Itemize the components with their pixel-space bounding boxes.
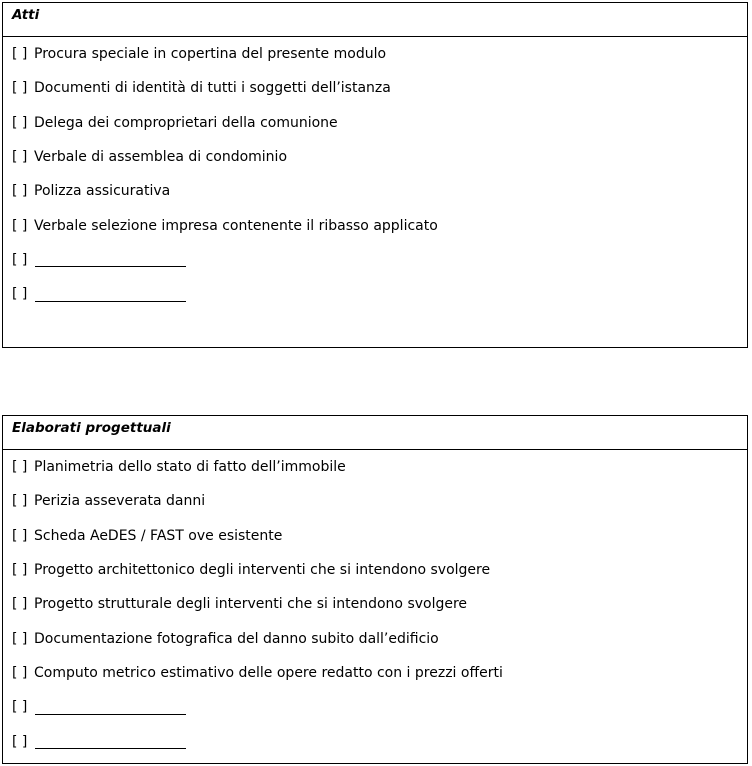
checklist-item [3,174,747,208]
checklist-item-label: Verbale selezione impresa contenente il ribasso applicato [34,217,438,234]
checkbox[interactable]: [ ] [12,217,28,234]
elaborati-section-title: Elaborati progettuali [3,416,747,450]
checkbox[interactable]: [ ] [12,459,28,476]
checklist-item [3,587,747,621]
checklist-item-label: Documenti di identità di tutti i soggetti dell’istanza [34,80,391,97]
checklist-item-label: Delega dei comproprietari della comunione [34,114,338,131]
checkbox[interactable]: [ ] [12,286,28,303]
checkbox[interactable]: [ ] [12,664,28,681]
checklist-item-blank [3,690,747,724]
checkbox[interactable]: [ ] [12,562,28,579]
checklist-item-label: Computo metrico estimativo delle opere redatto con i prezzi offerti [34,664,503,681]
checklist-item [3,37,747,71]
elaborati-checklist [3,450,747,759]
elaborati-section [2,415,748,764]
checkbox[interactable]: [ ] [12,149,28,166]
checklist-item-label: Scheda AeDES / FAST ove esistente [34,527,283,544]
checklist-item-label: Progetto strutturale degli interventi che si intendono svolgere [34,596,468,613]
checkbox[interactable]: [ ] [12,114,28,131]
checklist-item [3,656,747,690]
checklist-item-label: Polizza assicurativa [34,183,171,200]
checkbox[interactable]: [ ] [12,699,28,716]
checklist-item-label: Progetto architettonico degli interventi che si intendono svolgere [34,562,491,579]
checklist-item-blank [3,724,747,758]
atti-section [2,2,748,348]
checklist-item [3,484,747,518]
checkbox[interactable]: [ ] [12,493,28,510]
checklist-item-label: Verbale di assemblea di condominio [34,149,288,166]
checklist-item [3,553,747,587]
checkbox[interactable]: [ ] [12,733,28,750]
fill-in-line[interactable] [35,734,186,749]
fill-in-line[interactable] [35,287,186,302]
checkbox[interactable]: [ ] [12,46,28,63]
atti-section-title: Atti [3,3,747,37]
fill-in-line[interactable] [35,700,186,715]
checklist-item [3,519,747,553]
checkbox[interactable]: [ ] [12,527,28,544]
checklist-item-label: Planimetria dello stato di fatto dell’immobile [34,459,346,476]
checklist-item-blank [3,277,747,311]
checklist-item-label: Documentazione fotografica del danno subito dall’edificio [34,630,439,647]
checkbox[interactable]: [ ] [12,596,28,613]
checklist-item [3,140,747,174]
checklist-item-label: Perizia asseverata danni [34,493,206,510]
checklist-item [3,106,747,140]
checklist-item-label: Procura speciale in copertina del presente modulo [34,46,387,63]
fill-in-line[interactable] [35,252,186,267]
checklist-item [3,71,747,105]
checkbox[interactable]: [ ] [12,80,28,97]
checkbox[interactable]: [ ] [12,183,28,200]
checkbox[interactable]: [ ] [12,630,28,647]
checklist-item [3,208,747,242]
checklist-item [3,621,747,655]
checklist-item-blank [3,243,747,277]
checklist-item [3,450,747,484]
checkbox[interactable]: [ ] [12,251,28,268]
atti-checklist [3,37,747,311]
